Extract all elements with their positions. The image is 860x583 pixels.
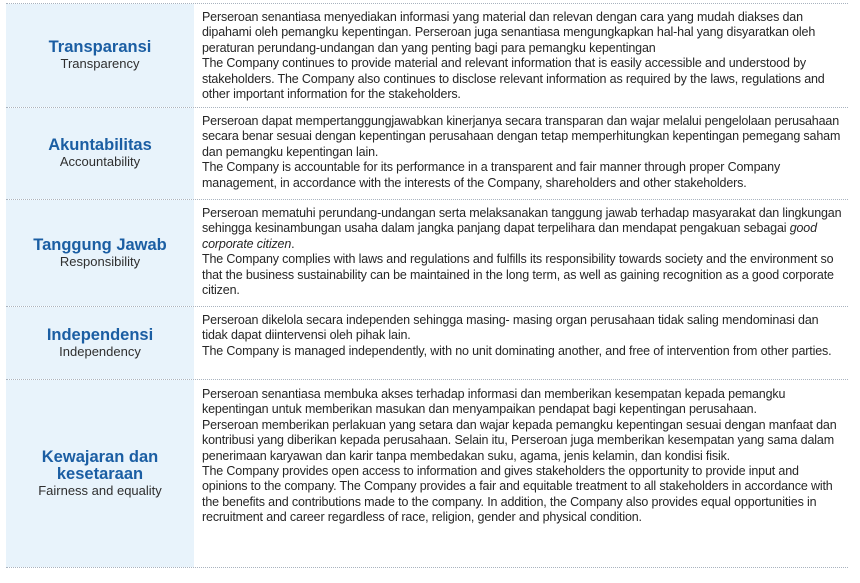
principle-title-id: Kewajaran dan kesetaraan: [41, 447, 159, 483]
principle-label-cell: [6, 307, 194, 379]
principle-row-transparency: [6, 3, 848, 108]
principle-title-en: Accountability: [59, 154, 141, 169]
principle-row-accountability: [6, 108, 848, 200]
description-en: The Company continues to provide material and relevant information that is easily accessible and understood by stakeholders. The Company also continues to disclose relevant information as required by the laws, regulations and other important information for the stakeholders.: [202, 56, 825, 102]
principle-title-en: Responsibility: [59, 253, 141, 269]
description-id: Perseroan senantiasa membuka akses terhadap informasi dan memberikan kesempatan kepada pemangku kepentingan untuk memberikan masukan dan menyampaikan pendapat bagi kepentingan perusahaan.: [202, 387, 786, 417]
principle-title-en: Transparency: [60, 56, 140, 71]
description-en: The Company complies with laws and regulations and fulfills its responsibility towards society and the environment so that the business sustainability can be maintained in the long term, as well as gaining recognition as a good corporate citizen.: [202, 252, 834, 298]
principle-row-independency: [6, 307, 848, 380]
description-id: Perseroan dapat mempertanggungjawabkan kinerjanya secara transparan dan wajar melalui pengelolaan perusahaan secara benar sesuai dengan kepentingan perusahaan dengan tetap memperhitungkan kepentingan pemegang saham dan pemangku kepentingan lain.: [202, 114, 841, 159]
principle-description: [194, 307, 848, 379]
description-id-2: Perseroan memberikan perlakuan yang setara dan wajar kepada pemangku kepentingan sesuai dengan manfaat dan kontribusi yang diberikan kepada perusahaan. Selain itu, Perseroan juga memberikan kesempatan yang sama dalam penerimaan karyawan dan karir tanpa membedakan suku, agama, jenis kelamin, dan kondisi fisik.: [202, 417, 837, 463]
principle-row-fairness: [6, 380, 848, 568]
principle-description: [194, 380, 848, 567]
principle-label-cell: [6, 200, 194, 306]
principle-label-cell: [6, 108, 194, 199]
principle-title-id: Akuntabilitas: [48, 136, 152, 154]
description-en: The Company provides open access to information and gives stakeholders the opportunity to provide input and opinions to the company. The Company provides a fair and equitable treatment to all stakeholders in accordance with the benefits and contributions made to the company. In addition, the Company also provides equal opportunities in recruitment and career regardless of race, religion, gender and physical condition.: [202, 464, 833, 525]
description-id-end: .: [291, 236, 295, 251]
description-id: Perseroan dikelola secara independen sehingga masing- masing organ perusahaan tidak saling mendominasi dan tidak dapat diintervensi oleh pihak lain.: [202, 313, 819, 343]
description-en: The Company is accountable for its performance in a transparent and fair manner through proper Company management, in accordance with the interests of the Company, shareholders and other stakeholders.: [202, 160, 781, 190]
description-id: [202, 206, 842, 252]
principle-title-id: Tanggung Jawab: [33, 235, 167, 254]
principle-title-id: Transparansi: [48, 38, 152, 56]
gcg-principles-table: [6, 3, 848, 568]
principle-label-cell: [6, 4, 194, 107]
description-en: The Company is managed independently, with no unit dominating another, and free of intervention from other parties.: [202, 343, 832, 358]
description-id: Perseroan senantiasa menyediakan informasi yang material dan relevan dengan cara yang mudah diakses dan dipahami oleh pemangku kepentingan. Perseroan juga senantiasa mengungkapkan hal-hal yang disyaratkan oleh peraturan perundang-undangan dan yang penting bagi para pemangku kepentingan: [202, 10, 816, 55]
principle-row-responsibility: [6, 200, 848, 307]
principle-description: [194, 200, 848, 306]
principle-title-en: Fairness and equality: [38, 482, 162, 498]
principle-description: [194, 4, 848, 107]
description-id-italic: good corporate citizen: [202, 221, 817, 251]
principle-title-en: Independency: [59, 343, 141, 359]
principle-label-cell: [6, 380, 194, 567]
principle-description: [194, 108, 848, 199]
description-id-text: Perseroan mematuhi perundang-undangan serta melaksanakan tanggung jawab terhadap masyarakat dan lingkungan sehingga kesinambungan usaha dalam jangka panjang dapat terpelihara dan mendapat pengakuan sebagai: [202, 206, 842, 236]
principle-title-id: Independensi: [46, 325, 154, 344]
